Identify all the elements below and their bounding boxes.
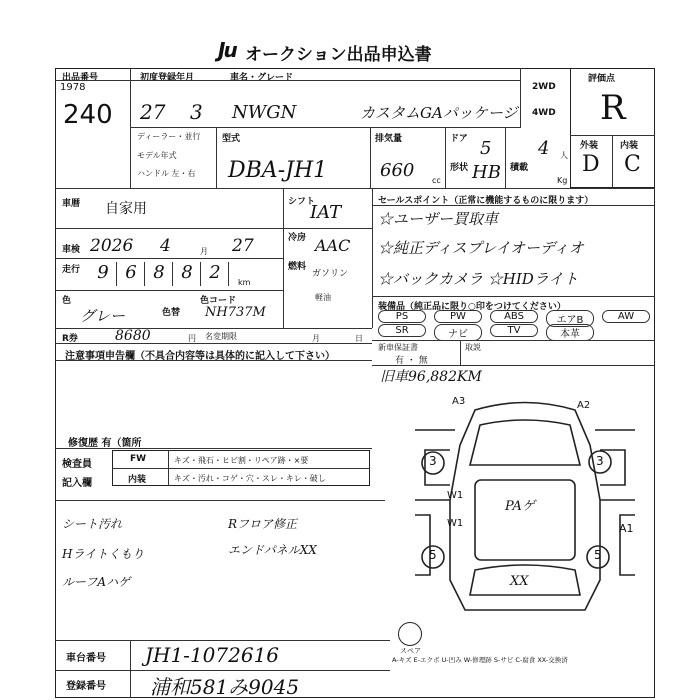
label-spare: スペア [400,647,421,655]
label-color: 色 [62,296,72,306]
form-title: オークション出品申込書 [245,45,432,65]
label-history: 車暦 [62,199,81,209]
label-name-change: 名変期限 [205,332,237,341]
insp-month: 4 [160,236,171,256]
doors: 5 [480,138,492,159]
diagram-xx: XX [510,574,529,589]
label-color-swap: 色替 [162,308,181,318]
registration-number: 浦和581み9045 [150,675,300,699]
equipment-title: 装備品（純正品に限り○印をつけてください） [378,302,566,312]
recycle-fee: 8680 [115,328,151,344]
mileage-note: 旧車96,882KM [380,369,482,385]
diagram-a1: A1 [619,522,634,535]
record-values: 有 ・ 無 [395,356,428,366]
insp-year: 2026 [90,236,134,256]
reg-year: 27 [140,100,166,124]
insp-day: 27 [232,236,254,256]
diagram-d3-left: 3 [429,454,437,468]
equipment-item: AW [602,310,650,323]
diagram-d5-right: 5 [594,548,602,562]
unit-month: 月 [200,247,208,256]
equipment-item: ナビ [434,324,482,341]
lot-number: 240 [63,100,113,130]
label-2wd: 2WD [532,82,556,92]
shift: IAT [310,202,342,223]
diagram-w1-a: W1 [447,490,464,501]
label-mileage: 走行 [62,265,81,275]
lot-small: 1978 [60,82,86,93]
diagram-a3: A3 [452,396,466,407]
label-shape: 形状 [450,163,469,173]
unit-km: km [238,278,251,287]
mileage-digit: 8 [146,262,173,286]
reg-month: 3 [190,100,203,124]
label-displacement: 排気量 [375,134,403,144]
label-score: 評価点 [588,74,616,84]
repair-label: 修復歴 有（箇所 [68,438,142,449]
model-code: DBA-JH1 [228,158,328,183]
note-left-2: Hライトくもり [62,547,145,561]
sales-point-2: ☆純正ディスプレイオーディオ [378,239,584,257]
label-car-name: 車名・グレード [230,73,294,83]
damage-key-legend: A-キズ E-エクボ U-凹み W-修理跡 S-サビ C-腐食 XX-交換済 [392,656,568,664]
chassis-number: JH1-1072616 [145,643,280,667]
label-interior-row: 内装 [128,475,147,485]
note-left-1: シート汚れ [62,517,123,531]
equipment-item: TV [490,324,538,337]
equipment-item: PS [378,310,426,323]
unit-kg: Kg [557,176,568,185]
note-left-3: ルーフAハゲ [62,575,131,589]
diagram-pa: PAゲ [505,499,535,514]
shape: HB [472,162,501,183]
unit-people: 人 [560,151,568,160]
ju-logo: Ju [218,38,236,62]
note-right-2: エンドパネルXX [228,543,317,557]
equipment-item: 本革 [546,324,594,341]
capacity: 4 [538,138,550,159]
equipment-item: PW [434,310,482,323]
label-model-year: モデル年式 [137,151,177,160]
mileage-digit: 8 [174,262,201,286]
label-oil: 軽油 [315,293,331,302]
equipment-item: SR [378,324,426,337]
unit-day: 日 [355,334,363,343]
label-color-code: 色コード [200,296,237,306]
fuel: ガソリン [312,269,349,279]
label-recycle: R券 [62,334,78,344]
label-inspection: 車検 [62,245,81,255]
label-first-reg: 初度登録年月 [140,73,195,83]
sales-point-1: ☆ユーザー買取車 [378,210,499,228]
mileage-digit: 6 [118,262,145,286]
unit-cc: cc [432,176,441,185]
label-dealer: ディーラー・並行 [137,132,201,141]
history: 自家用 [105,201,147,217]
equipment-item: エアB [546,310,594,327]
label-4wd: 4WD [532,108,556,118]
label-exterior: 外装 [580,141,599,151]
color-code: NH737M [205,305,266,320]
interior-grade: C [624,152,641,177]
score: R [600,88,626,128]
label-manual: 取説 [465,343,481,352]
equipment-item: ABS [490,310,538,323]
fw-keys: キズ・飛石・ヒビ割・リペア跡・×要 [174,456,309,465]
diagram-w1-b: W1 [447,518,464,529]
sales-point-title: セールスポイント（正常に機能するものに限ります） [378,196,594,206]
mileage-digit: 2 [202,262,229,286]
mileage-digit: 9 [90,262,117,286]
label-entry: 記入欄 [62,478,92,489]
mileage-digits [90,262,250,288]
label-doors: ドア [450,134,468,144]
label-aircon: 冷房 [288,233,307,243]
unit-yen: 円 [188,334,196,343]
label-reg-no: 登録番号 [66,681,106,692]
color: グレー [80,307,126,325]
diagram-a2: A2 [577,400,591,411]
diagram-d3-right: 3 [596,454,604,468]
spare-tire [398,622,422,646]
car-name: NWGN [232,102,297,123]
label-fw: FW [130,454,147,464]
equipment-area [372,308,655,340]
label-record-book: 新車保証書 [378,343,418,352]
unit-month-2: 月 [312,334,320,343]
car-grade: カスタムGAパッケージ [360,104,518,122]
label-chassis: 車台番号 [66,653,106,664]
notes-title: 注意事項申告欄（不具合内容等は具体的に記入して下さい） [65,351,335,362]
label-model: 型式 [222,134,241,144]
label-lot-no: 出品番号 [62,73,99,83]
label-handle: ハンドル 左・右 [137,169,196,178]
displacement: 660 [380,160,415,181]
note-right-1: Rフロア修正 [228,517,298,531]
label-fuel: 燃料 [288,262,307,272]
label-capacity: 積載 [510,163,529,173]
label-interior: 内装 [620,141,639,151]
aircon: AAC [315,236,351,255]
sales-point-3: ☆バックカメラ ☆HIDライト [378,270,579,288]
label-inspector: 検査員 [62,459,92,470]
diagram-d5-left: 5 [429,548,437,562]
interior-keys: キズ・汚れ・コゲ・穴・スレ・キレ・破し [174,474,326,483]
exterior-grade: D [582,152,600,177]
label-shift: シフト [288,197,316,207]
